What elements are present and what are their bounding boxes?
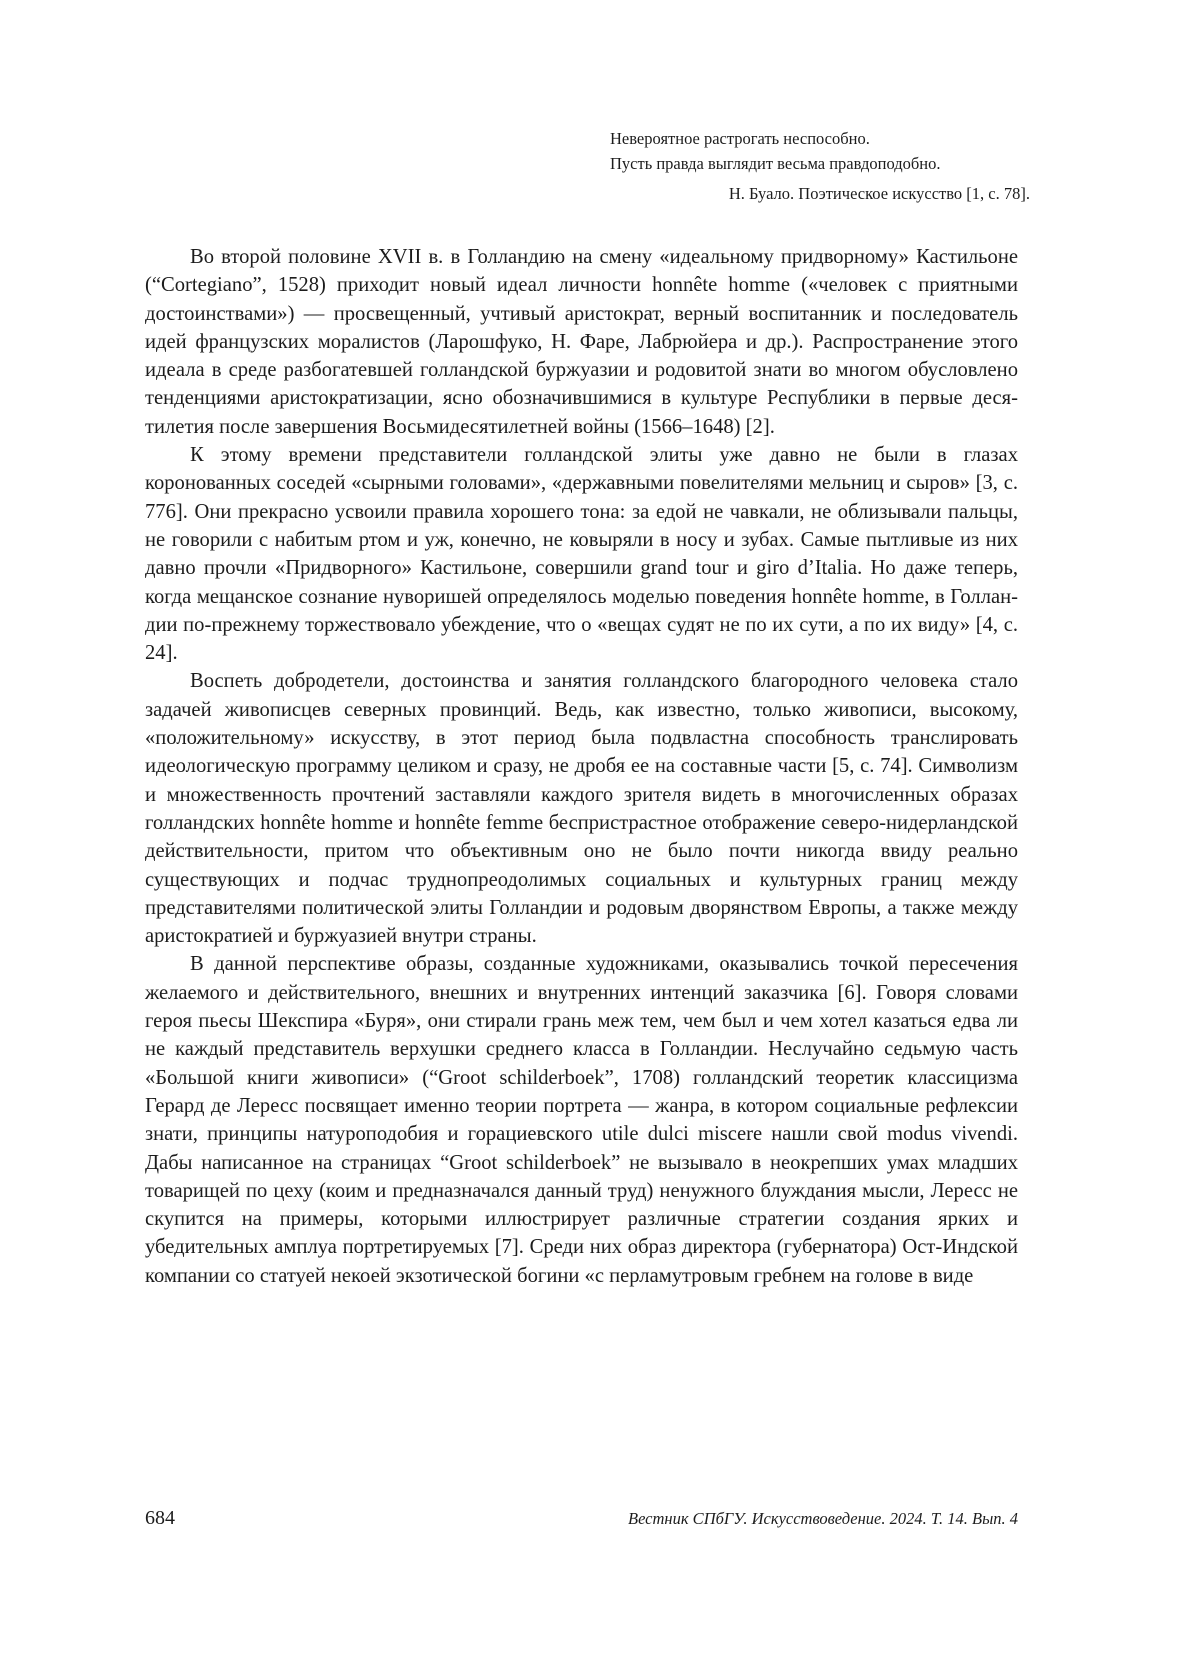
- page-number: 684: [145, 1507, 175, 1529]
- epigraph-line-1: Невероятное растрогать неспособно.: [610, 129, 870, 148]
- page-footer: [145, 1507, 1018, 1537]
- epigraph-attribution: Н. Буало. Поэтическое искусство [1, с. 78].: [728, 184, 1030, 203]
- epigraph: [610, 126, 1030, 206]
- epigraph-line-2: Пусть правда выглядит весьма правдоподобно.: [610, 154, 941, 173]
- article-body: [145, 243, 1018, 1290]
- paragraph-2: К этому времени представители голландской элиты уже давно не были в глазах коронованных соседей «сырными головами», «державными повелителями мельниц и сыров» [3, с. 776]. Они прекрасно усвоили правила хорошего тона: за едой не чавкали, не облизывали пальцы, не говорили с набитым ртом и уж, конечно, не ковыряли в носу и зубах. Самые пытливые из них давно прочли «Придворного» Кастильоне, совершили grand tour и giro d’Italia. Но даже теперь, когда мещанское сознание нуворишей определялось моделью поведения honnête homme, в Голландии по-прежнему торжествовало убеждение, что о «вещах судят не по их сути, а по их виду» [4, с. 24].: [145, 444, 1018, 665]
- paragraph-3: Воспеть добродетели, достоинства и занятия голландского благородного человека стало задачей живописцев северных провинций. Ведь, как известно, только живописи, высокому, «положительному» искусству, в этот период была подвластна способность транслировать идеологическую программу целиком и сразу, не дробя ее на составные части [5, с. 74]. Символизм и множественность прочтений заставляли каждого зрителя видеть в многочисленных образах голландских honnête homme и honnête femme беспристрастное отображение северо-нидерландской действительности, притом что объективным оно не было почти никогда ввиду реально существующих и подчас труднопреодолимых социальных и культурных границ между представителями политической элиты Голландии и родовым дворянством Европы, а также между аристократией и буржуазией внутри страны.: [145, 670, 1018, 948]
- paragraph-1: Во второй половине XVII в. в Голландию на смену «идеальному придворному» Кастильоне (“Cortegiano”, 1528) приходит новый идеал личности honnête homme («человек с приятными достоинствами») — просвещенный, учтивый аристократ, верный воспитанник и последователь идей французских моралистов (Ларошфуко, Н. Фаре, Лабрюйера и др.). Распространение этого идеала в среде разбогатевшей голландской буржуазии и родовитой знати во многом обусловлено тенденциями аристократизации, ясно обозначившимися в культуре Республики в первые десятилетия после завершения Восьмидесятилетней войны (1566–1648) [2].: [145, 246, 1018, 438]
- paragraph-4: В данной перспективе образы, созданные художниками, оказывались точкой пересечения желаемого и действительного, внешних и внутренних интенций заказчика [6]. Говоря словами героя пьесы Шекспира «Буря», они стирали грань меж тем, чем был и чем хотел казаться едва ли не каждый представитель верхушки среднего класса в Голландии. Неслучайно седьмую часть «Большой книги живописи» (“Groot schilderboek”, 1708) голландский теоретик классицизма Герард де Лересс посвящает именно теории портрета — жанра, в котором социальные рефлексии знати, принципы натуроподобия и горациевского utile dulci miscere нашли свой modus vivendi. Дабы написанное на страницах “Groot schilderboek” не вызывало в неокрепших умах младших товарищей по цеху (коим и предназначался данный труд) ненужного блуждания мысли, Лересс не скупится на примеры, которыми иллюстрирует различные стратегии создания ярких и убедительных амплуа портретируемых [7]. Среди них образ директора (губернатора) Ост-Индской компании со статуей некоей экзотической богини «с перламутровым гребнем на голове в виде: [145, 953, 1018, 1287]
- journal-title: Вестник СПбГУ. Искусствоведение. 2024. Т. 14. Вып. 4: [627, 1509, 1018, 1528]
